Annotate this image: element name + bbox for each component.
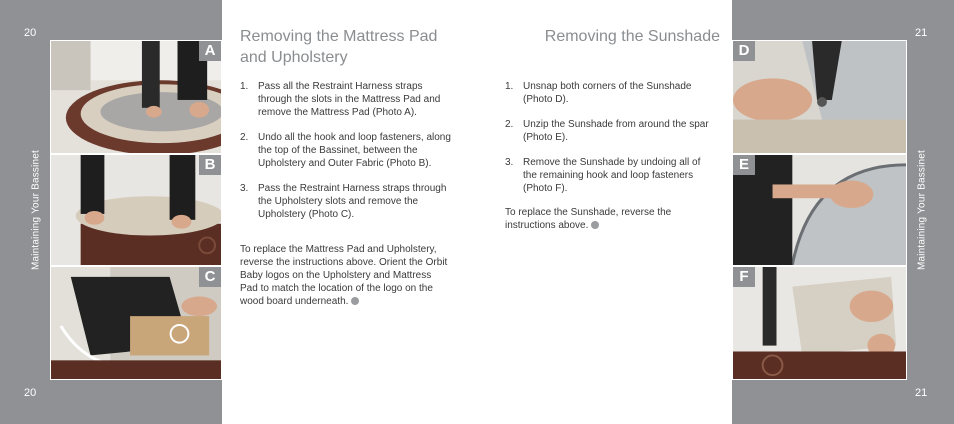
photo-e-label: E bbox=[733, 155, 755, 175]
step-number: 2. bbox=[505, 119, 514, 130]
mattress-section-title: Removing the Mattress Pad and Upholstery bbox=[240, 28, 438, 66]
step-number: 1. bbox=[505, 81, 514, 92]
photo-e bbox=[732, 154, 907, 266]
mattress-replace-note bbox=[240, 243, 448, 308]
page-number-top-left: 20 bbox=[24, 27, 37, 39]
photo-d bbox=[732, 40, 907, 154]
mattress-note-text: To replace the Mattress Pad and Upholstery, reverse the instructions above. Orient the Orbit Baby logos on the Upholstery and Mattress Pad to match the location of the logo on the wood board underneath. bbox=[240, 244, 448, 307]
mattress-step-2 bbox=[240, 131, 452, 170]
photo-f bbox=[732, 266, 907, 380]
step-text: Remove the Sunshade by undoing all of the remaining hook and loop fasteners (Photo F). bbox=[523, 157, 701, 194]
step-text: Unzip the Sunshade from around the spar (Photo E). bbox=[523, 119, 709, 143]
step-text: Unsnap both corners of the Sunshade (Photo D). bbox=[523, 81, 692, 105]
sunshade-step-3 bbox=[505, 156, 717, 195]
sunshade-step-1 bbox=[505, 80, 717, 106]
page-number-top-right: 21 bbox=[915, 27, 928, 39]
photo-c bbox=[50, 266, 222, 380]
page-number-bottom-right: 21 bbox=[915, 387, 928, 399]
mattress-step-1 bbox=[240, 80, 452, 119]
mattress-step-3 bbox=[240, 182, 452, 221]
photo-b-label: B bbox=[199, 155, 221, 175]
side-label-left: Maintaining Your Bassinet bbox=[30, 149, 42, 271]
sunshade-note-text: To replace the Sunshade, reverse the instructions above. bbox=[505, 207, 672, 231]
end-bullet-icon bbox=[351, 297, 359, 305]
page-number-bottom-left: 20 bbox=[24, 387, 37, 399]
sunshade-steps-list bbox=[505, 80, 717, 207]
photo-c-label: C bbox=[199, 267, 221, 287]
step-number: 1. bbox=[240, 81, 249, 92]
side-label-right: Maintaining Your Bassinet bbox=[916, 149, 928, 271]
mattress-steps-list bbox=[240, 80, 452, 233]
sunshade-step-2 bbox=[505, 118, 717, 144]
sunshade-replace-note bbox=[505, 206, 705, 232]
photo-d-label: D bbox=[733, 41, 755, 61]
photo-a-label: A bbox=[199, 41, 221, 61]
step-number: 2. bbox=[240, 132, 249, 143]
step-number: 3. bbox=[505, 157, 514, 168]
step-text: Undo all the hook and loop fasteners, along the top of the Bassinet, between the Upholstery and Outer Fabric (Photo B). bbox=[258, 132, 451, 169]
photo-b bbox=[50, 154, 222, 266]
sunshade-section-title: Removing the Sunshade bbox=[544, 28, 720, 45]
step-text: Pass the Restraint Harness straps through the Upholstery slots and remove the Upholstery (Photo C). bbox=[258, 183, 447, 220]
step-number: 3. bbox=[240, 183, 249, 194]
photo-a bbox=[50, 40, 222, 154]
end-bullet-icon bbox=[591, 221, 599, 229]
photo-f-label: F bbox=[733, 267, 755, 287]
step-text: Pass all the Restraint Harness straps through the slots in the Mattress Pad and remove the Mattress Pad (Photo A). bbox=[258, 81, 441, 118]
